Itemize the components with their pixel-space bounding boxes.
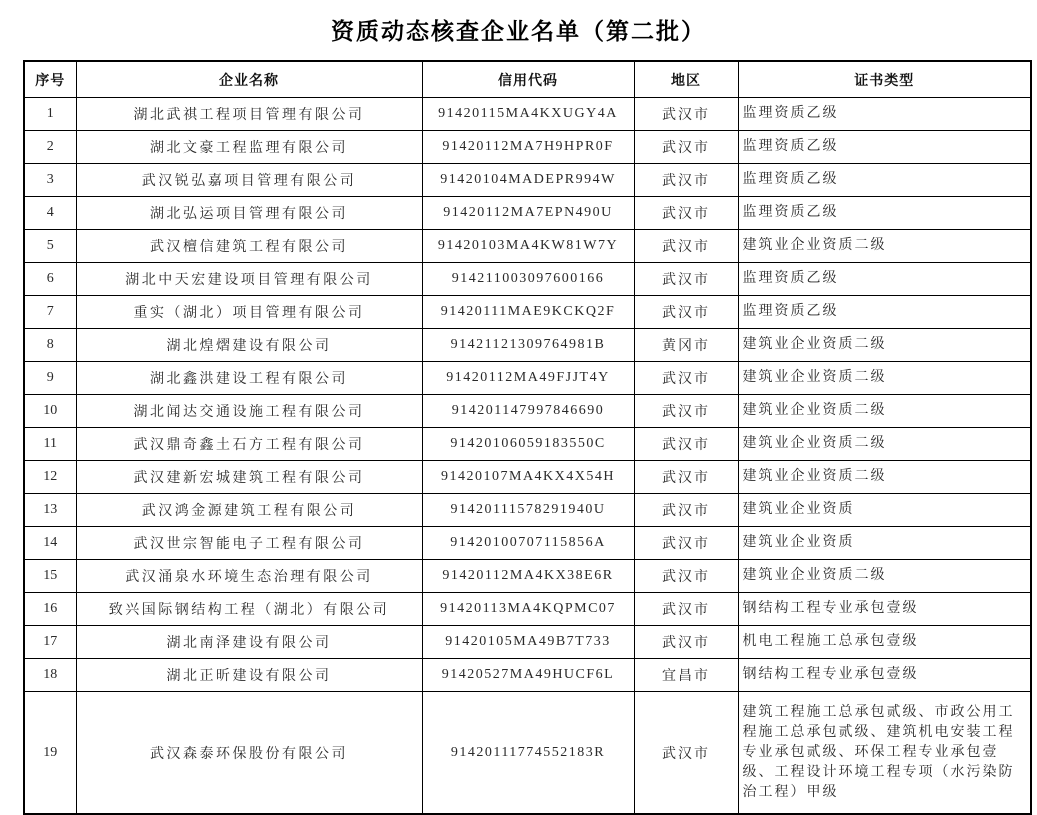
credit-code-cell: 91420111774552183R (422, 692, 634, 815)
table-row (24, 593, 1031, 626)
cert-type-cell: 钢结构工程专业承包壹级 (738, 593, 1031, 626)
company-name-cell: 武汉涌泉水环境生态治理有限公司 (76, 560, 422, 593)
serial-cell: 9 (24, 362, 76, 395)
region-cell: 宜昌市 (634, 659, 738, 692)
serial-cell: 10 (24, 395, 76, 428)
table-row (24, 230, 1031, 263)
company-name-cell: 湖北煌熠建设有限公司 (76, 329, 422, 362)
company-name-cell: 湖北弘运项目管理有限公司 (76, 197, 422, 230)
table-row (24, 329, 1031, 362)
serial-cell: 7 (24, 296, 76, 329)
region-cell: 武汉市 (634, 560, 738, 593)
credit-code-cell: 91420112MA7EPN490U (422, 197, 634, 230)
credit-code-cell: 91420111MAE9KCKQ2F (422, 296, 634, 329)
page-title: 资质动态核查企业名单（第二批） (331, 19, 706, 44)
cert-type-cell: 建筑业企业资质二级 (738, 461, 1031, 494)
region-cell: 武汉市 (634, 461, 738, 494)
cert-type-cell: 建筑业企业资质二级 (738, 362, 1031, 395)
serial-cell: 1 (24, 98, 76, 131)
table-row (24, 296, 1031, 329)
region-cell: 武汉市 (634, 692, 738, 815)
credit-code-cell: 91420527MA49HUCF6L (422, 659, 634, 692)
credit-code-cell: 914211003097600166 (422, 263, 634, 296)
region-cell: 武汉市 (634, 626, 738, 659)
serial-cell: 12 (24, 461, 76, 494)
enterprise-table (23, 60, 1032, 815)
header-row (24, 61, 1031, 98)
header-company: 企业名称 (76, 61, 422, 98)
cert-type-cell: 建筑业企业资质二级 (738, 329, 1031, 362)
region-cell: 武汉市 (634, 131, 738, 164)
company-name-cell: 武汉世宗智能电子工程有限公司 (76, 527, 422, 560)
company-name-cell: 武汉建新宏城建筑工程有限公司 (76, 461, 422, 494)
header-credit-code: 信用代码 (422, 61, 634, 98)
company-name-cell: 湖北正昕建设有限公司 (76, 659, 422, 692)
company-name-cell: 湖北中天宏建设项目管理有限公司 (76, 263, 422, 296)
table-row (24, 626, 1031, 659)
cert-type-cell: 建筑业企业资质二级 (738, 560, 1031, 593)
region-cell: 武汉市 (634, 230, 738, 263)
table-row (24, 98, 1031, 131)
table-row (24, 659, 1031, 692)
cert-type-cell: 监理资质乙级 (738, 131, 1031, 164)
credit-code-cell: 91420103MA4KW81W7Y (422, 230, 634, 263)
serial-cell: 13 (24, 494, 76, 527)
table-row (24, 131, 1031, 164)
table-row (24, 428, 1031, 461)
company-name-cell: 武汉鸿金源建筑工程有限公司 (76, 494, 422, 527)
region-cell: 武汉市 (634, 263, 738, 296)
serial-cell: 14 (24, 527, 76, 560)
credit-code-cell: 91420100707115856A (422, 527, 634, 560)
serial-cell: 17 (24, 626, 76, 659)
credit-code-cell: 91421121309764981B (422, 329, 634, 362)
company-name-cell: 武汉檀信建筑工程有限公司 (76, 230, 422, 263)
cert-type-cell: 监理资质乙级 (738, 197, 1031, 230)
region-cell: 武汉市 (634, 98, 738, 131)
region-cell: 武汉市 (634, 527, 738, 560)
header-serial: 序号 (24, 61, 76, 98)
region-cell: 武汉市 (634, 164, 738, 197)
cert-type-cell: 建筑业企业资质 (738, 494, 1031, 527)
cert-type-cell: 监理资质乙级 (738, 164, 1031, 197)
serial-cell: 2 (24, 131, 76, 164)
serial-cell: 11 (24, 428, 76, 461)
cert-type-cell: 机电工程施工总承包壹级 (738, 626, 1031, 659)
table-row (24, 527, 1031, 560)
credit-code-cell: 91420111578291940U (422, 494, 634, 527)
serial-cell: 15 (24, 560, 76, 593)
credit-code-cell: 91420112MA4KX38E6R (422, 560, 634, 593)
company-name-cell: 湖北鑫洪建设工程有限公司 (76, 362, 422, 395)
serial-cell: 5 (24, 230, 76, 263)
table-body (24, 98, 1031, 815)
cert-type-cell: 建筑业企业资质二级 (738, 428, 1031, 461)
table-row (24, 164, 1031, 197)
header-cert-type: 证书类型 (738, 61, 1031, 98)
serial-cell: 16 (24, 593, 76, 626)
region-cell: 武汉市 (634, 494, 738, 527)
table-row (24, 494, 1031, 527)
company-name-cell: 湖北武祺工程项目管理有限公司 (76, 98, 422, 131)
credit-code-cell: 914201147997846690 (422, 395, 634, 428)
company-name-cell: 湖北南泽建设有限公司 (76, 626, 422, 659)
cert-type-cell: 钢结构工程专业承包壹级 (738, 659, 1031, 692)
company-name-cell: 重实（湖北）项目管理有限公司 (76, 296, 422, 329)
cert-type-cell: 监理资质乙级 (738, 98, 1031, 131)
serial-cell: 18 (24, 659, 76, 692)
region-cell: 武汉市 (634, 197, 738, 230)
credit-code-cell: 91420107MA4KX4X54H (422, 461, 634, 494)
company-name-cell: 武汉锐弘嘉项目管理有限公司 (76, 164, 422, 197)
serial-cell: 4 (24, 197, 76, 230)
table-row (24, 362, 1031, 395)
credit-code-cell: 91420105MA49B7T733 (422, 626, 634, 659)
region-cell: 武汉市 (634, 593, 738, 626)
region-cell: 武汉市 (634, 296, 738, 329)
cert-type-cell: 建筑工程施工总承包贰级、市政公用工程施工总承包贰级、建筑机电安装工程专业承包贰级、环保工程专业承包壹级、工程设计环境工程专项（水污染防治工程）甲级 (738, 692, 1031, 815)
table-header (24, 61, 1031, 98)
cert-type-cell: 建筑业企业资质二级 (738, 395, 1031, 428)
credit-code-cell: 91420113MA4KQPMC07 (422, 593, 634, 626)
cert-type-cell: 监理资质乙级 (738, 296, 1031, 329)
region-cell: 黄冈市 (634, 329, 738, 362)
credit-code-cell: 91420106059183550C (422, 428, 634, 461)
cert-type-cell: 建筑业企业资质 (738, 527, 1031, 560)
table-row (24, 560, 1031, 593)
region-cell: 武汉市 (634, 362, 738, 395)
cert-type-cell: 监理资质乙级 (738, 263, 1031, 296)
serial-cell: 6 (24, 263, 76, 296)
region-cell: 武汉市 (634, 395, 738, 428)
credit-code-cell: 91420104MADEPR994W (422, 164, 634, 197)
credit-code-cell: 91420112MA7H9HPR0F (422, 131, 634, 164)
table-row (24, 692, 1031, 815)
table-row (24, 461, 1031, 494)
header-region: 地区 (634, 61, 738, 98)
credit-code-cell: 91420112MA49FJJT4Y (422, 362, 634, 395)
table-row (24, 197, 1031, 230)
company-name-cell: 湖北文豪工程监理有限公司 (76, 131, 422, 164)
company-name-cell: 武汉森泰环保股份有限公司 (76, 692, 422, 815)
company-name-cell: 湖北闻达交通设施工程有限公司 (76, 395, 422, 428)
company-name-cell: 武汉鼎奇鑫土石方工程有限公司 (76, 428, 422, 461)
serial-cell: 19 (24, 692, 76, 815)
cert-type-cell: 建筑业企业资质二级 (738, 230, 1031, 263)
serial-cell: 8 (24, 329, 76, 362)
serial-cell: 3 (24, 164, 76, 197)
credit-code-cell: 91420115MA4KXUGY4A (422, 98, 634, 131)
table-row (24, 395, 1031, 428)
region-cell: 武汉市 (634, 428, 738, 461)
company-name-cell: 致兴国际钢结构工程（湖北）有限公司 (76, 593, 422, 626)
table-row (24, 263, 1031, 296)
